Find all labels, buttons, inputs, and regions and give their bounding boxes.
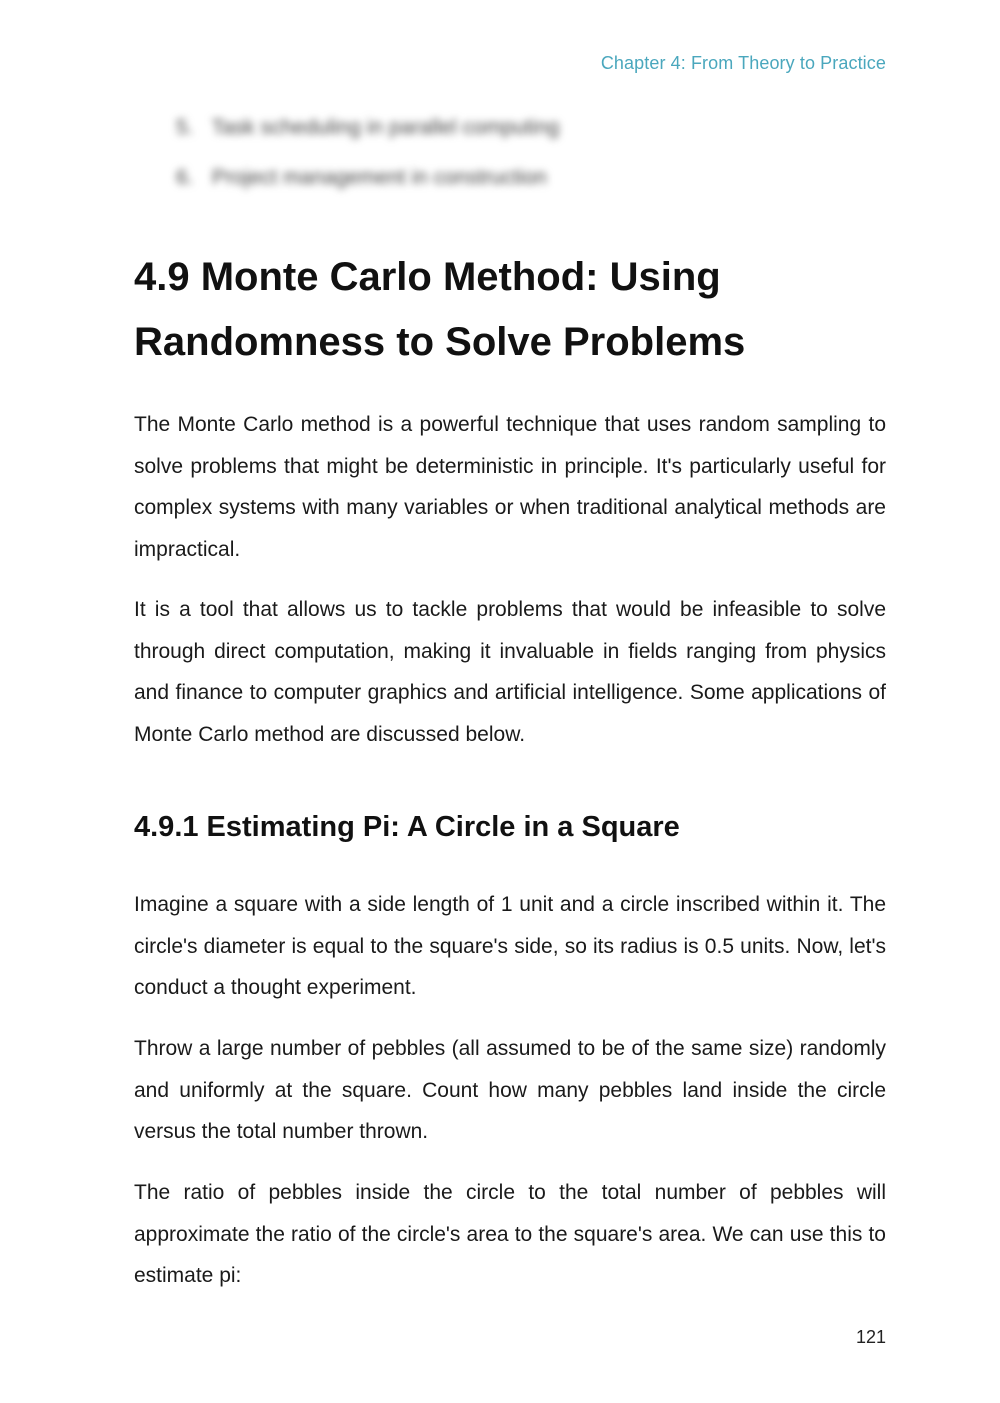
- section-paragraph-1: The Monte Carlo method is a powerful technique that uses random sampling to solve problems that might be deterministic in principle. It's particularly useful for complex systems with many variables or when traditional analytical methods are impractical.: [134, 413, 886, 561]
- list-item-number: 5.: [176, 116, 194, 139]
- subsection-paragraph-1: Imagine a square with a side length of 1 unit and a circle inscribed within it. The circle's diameter is equal to the square's side, so its radius is 0.5 units. Now, let's conduct a thought experiment.: [134, 893, 886, 999]
- section-title: 4.9 Monte Carlo Method: Using Randomness to Solve Problems: [134, 255, 746, 364]
- subsection-title: 4.9.1 Estimating Pi: A Circle in a Square: [134, 811, 680, 843]
- running-header-chapter-title: Chapter 4: From Theory to Practice: [600, 53, 886, 73]
- list-item: [176, 112, 559, 162]
- previous-list: [176, 112, 559, 212]
- section-paragraph-2: It is a tool that allows us to tackle problems that would be infeasible to solve through direct computation, making it invaluable in fields ranging from physics and finance to computer graphics and artificial intelligence. Some applications of Monte Carlo method are discussed below.: [134, 598, 886, 746]
- page-number: 121: [855, 1327, 886, 1347]
- subsection-paragraph-2: Throw a large number of pebbles (all assumed to be of the same size) randomly and uniformly at the square. Count how many pebbles land inside the circle versus the total number thrown.: [134, 1037, 886, 1143]
- list-item: [176, 162, 559, 212]
- list-item-text: Project management in construction: [211, 166, 547, 189]
- list-item-number: 6.: [176, 166, 194, 189]
- list-item-text: Task scheduling in parallel computing: [211, 116, 560, 139]
- subsection-paragraph-3: The ratio of pebbles inside the circle to the total number of pebbles will approximate the ratio of the circle's area to the square's area. We can use this to estimate pi:: [134, 1181, 886, 1287]
